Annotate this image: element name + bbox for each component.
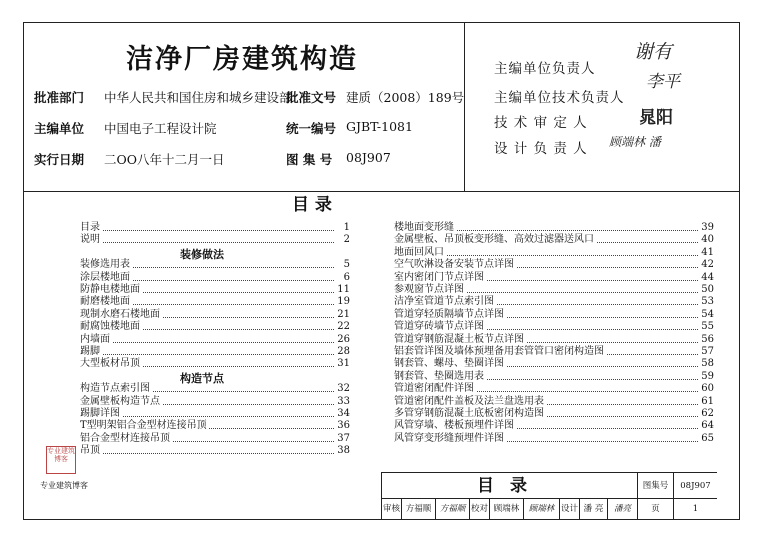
- responsible-role: 设 计 负 责 人: [494, 141, 588, 157]
- design-signature: 潘亮: [607, 498, 637, 519]
- check-signature: 顾端林: [523, 498, 559, 519]
- review-label: 审核: [381, 498, 401, 519]
- toc-entry[interactable]: [394, 383, 714, 395]
- effective-date: 二OO八年十二月一日: [104, 152, 225, 167]
- toc-entry-page: 31: [337, 358, 350, 370]
- toc-entry-label: 管道密闭配件详图: [394, 383, 474, 395]
- toc-leader-dots: [80, 354, 334, 355]
- toc-entry-page: 65: [701, 432, 714, 444]
- atlas-title: 洁净厂房建筑构造: [126, 44, 358, 75]
- toc-entry-label: 洁净室管道节点索引图: [394, 296, 494, 308]
- toc-entry[interactable]: [394, 408, 714, 420]
- toc-entry-label: 管道穿砖墙节点详图: [394, 321, 484, 333]
- toc-entry-label: 金属壁板、吊顶板变形缝、高效过滤器送风口: [394, 234, 594, 246]
- toc-section-heading: 构造节点: [180, 371, 224, 385]
- stamp-seal: [46, 446, 76, 474]
- toc-entry-page: 54: [701, 308, 714, 320]
- toc-entry[interactable]: [80, 321, 350, 333]
- toc-entry[interactable]: [394, 296, 714, 308]
- toc-entry[interactable]: [394, 420, 714, 432]
- title-block-name: 目录: [381, 472, 638, 499]
- toc-entry-label: 踢脚: [80, 346, 100, 357]
- toc-entry[interactable]: [80, 420, 350, 432]
- toc-leader-dots: [80, 342, 334, 343]
- toc-entry-label: 铝套管详图及墙体预埋备用套管管口密闭构造图: [394, 346, 604, 357]
- toc-title: 目 录: [292, 195, 332, 215]
- toc-entry-label: 说明: [80, 234, 100, 246]
- toc-entry-label: 涂层楼地面: [80, 271, 130, 283]
- toc-entry-page: 40: [701, 234, 714, 246]
- approval-doc: 建质（2008）189号: [346, 90, 465, 105]
- toc-entry[interactable]: [80, 222, 350, 234]
- responsible-role: 主编单位技术负责人: [494, 90, 625, 106]
- toc-divider: [24, 191, 739, 192]
- toc-entry-page: 39: [701, 222, 714, 233]
- toc-entry-page: 11: [337, 284, 350, 295]
- toc-entry-page: 2: [336, 234, 350, 246]
- toc-entry-page: 42: [701, 259, 714, 271]
- toc-entry-label: 构造节点索引图: [80, 383, 150, 395]
- page-label: 页: [637, 498, 673, 519]
- toc-entry-page: 21: [337, 308, 350, 320]
- signature: 李平: [646, 72, 680, 92]
- toc-entry[interactable]: [394, 334, 714, 346]
- approval-dept: 中华人民共和国住房和城乡建设部: [104, 90, 292, 105]
- toc-entry-page: 62: [701, 408, 714, 419]
- toc-entry-page: 50: [701, 284, 714, 295]
- toc-entry-label: 装修选用表: [80, 259, 130, 271]
- toc-leader-dots: [80, 453, 334, 454]
- toc-entry-page: 38: [337, 445, 350, 457]
- toc-entry-label: 钢套管、螺母、垫圈详图: [394, 358, 504, 370]
- toc-entry-label: 多管穿钢筋混凝土底板密闭构造图: [394, 408, 544, 419]
- toc-entry[interactable]: [80, 358, 350, 370]
- toc-leader-dots: [80, 230, 334, 231]
- editor-unit-label: 主编单位: [34, 121, 85, 136]
- toc-entry-label: 钢套管、垫圈选用表: [394, 370, 484, 382]
- effective-date-label: 实行日期: [34, 152, 85, 167]
- toc-leader-dots: [80, 242, 334, 243]
- toc-entry-label: 楼地面变形缝: [394, 222, 454, 233]
- toc-section-heading: 装修做法: [180, 247, 224, 261]
- toc-entry[interactable]: [80, 396, 350, 408]
- toc-entry[interactable]: [80, 346, 350, 358]
- header-divider: [464, 23, 465, 191]
- title-block-atlas-label: 图集号: [637, 472, 673, 498]
- toc-entry[interactable]: [394, 284, 714, 296]
- toc-entry[interactable]: [394, 396, 714, 408]
- toc-entry-page: 53: [701, 296, 714, 308]
- toc-entry-label: 大型板材吊顶: [80, 358, 140, 370]
- toc-entry[interactable]: [394, 259, 714, 271]
- atlas-no-label: 图 集 号: [286, 152, 333, 167]
- toc-entry-label: 内墙面: [80, 333, 110, 345]
- toc-entry-page: 36: [337, 420, 350, 432]
- toc-entry[interactable]: [80, 259, 350, 271]
- toc-entry-label: 室内密闭门节点详图: [394, 271, 484, 283]
- toc-entry-page: 58: [701, 358, 714, 370]
- page-number: 1: [673, 498, 717, 519]
- toc-entry-label: 地面回风口: [394, 246, 444, 258]
- signature: 晁阳: [639, 108, 673, 128]
- check-label: 校对: [469, 498, 489, 519]
- toc-entry-page: 61: [701, 395, 714, 407]
- toc-entry[interactable]: [80, 433, 350, 445]
- toc-entry-page: 6: [336, 272, 350, 284]
- toc-entry-label: 铝合金型材连接吊顶: [80, 432, 170, 444]
- toc-entry[interactable]: [80, 383, 350, 395]
- toc-entry-label: 风管穿墙、楼板预埋件详图: [394, 420, 514, 432]
- editor-unit: 中国电子工程设计院: [104, 121, 217, 136]
- toc-entry-page: 5: [336, 259, 350, 271]
- review-signature: 方福顺: [435, 498, 469, 519]
- stamp-text: 专业建筑博客: [47, 447, 75, 463]
- toc-entry-label: 吊顶: [80, 445, 100, 457]
- toc-entry-label: 目录: [80, 222, 100, 233]
- toc-entry-label: 管道穿轻质隔墙节点详图: [394, 308, 504, 320]
- responsible-role: 技 术 审 定 人: [494, 115, 588, 131]
- toc-entry-label: 耐磨楼地面: [80, 296, 130, 308]
- design-name: 潘 亮: [579, 498, 607, 519]
- toc-entry[interactable]: [394, 272, 714, 284]
- toc-entry-page: 37: [337, 432, 350, 444]
- toc-entry[interactable]: [394, 309, 714, 321]
- toc-entry-page: 34: [337, 408, 350, 419]
- unified-code: GJBT-1081: [346, 119, 413, 134]
- toc-entry-label: 耐腐蚀楼地面: [80, 321, 140, 333]
- toc-entry-page: 19: [337, 296, 350, 308]
- toc-entry[interactable]: [394, 234, 714, 246]
- design-label: 设计: [559, 498, 579, 519]
- toc-entry-label: 参观窗节点详图: [394, 284, 464, 295]
- toc-entry-label: T型明架铝合金型材连接吊顶: [80, 420, 207, 432]
- toc-entry-label: 风管穿变形缝预埋件详图: [394, 432, 504, 444]
- toc-entry-page: 26: [337, 333, 350, 345]
- toc-entry-page: 33: [337, 395, 350, 407]
- toc-entry-label: 空气吹淋设备安装节点详图: [394, 259, 514, 271]
- toc-entry-page: 44: [701, 271, 714, 283]
- signature: 谢有: [634, 41, 673, 63]
- toc-entry[interactable]: [394, 321, 714, 333]
- toc-entry[interactable]: [80, 445, 350, 457]
- toc-entry[interactable]: [394, 371, 714, 383]
- review-name: 方福顺: [401, 498, 435, 519]
- toc-entry-page: 22: [337, 321, 350, 333]
- toc-entry[interactable]: [80, 334, 350, 346]
- toc-entry[interactable]: [80, 309, 350, 321]
- toc-entry[interactable]: [80, 284, 350, 296]
- toc-entry-page: 60: [701, 383, 714, 395]
- toc-entry-page: 55: [701, 321, 714, 333]
- unified-code-label: 统一编号: [286, 121, 337, 136]
- approval-doc-label: 批准文号: [286, 90, 337, 105]
- toc-entry-page: 59: [701, 370, 714, 382]
- toc-entry-page: 56: [701, 333, 714, 345]
- title-block-atlas-no: 08J907: [673, 472, 717, 498]
- toc-entry[interactable]: [394, 222, 714, 234]
- toc-entry-page: 1: [336, 222, 350, 234]
- toc-entry-page: 57: [701, 346, 714, 357]
- toc-entry-label: 防静电楼地面: [80, 284, 140, 295]
- responsible-role: 主编单位负责人: [494, 61, 596, 77]
- approval-dept-label: 批准部门: [34, 90, 85, 105]
- toc-entry-page: 28: [337, 346, 350, 357]
- toc-entry-label: 管道密闭配件盖板及法兰盘选用表: [394, 395, 544, 407]
- check-name: 顾端林: [489, 498, 523, 519]
- title-block: [381, 472, 717, 519]
- toc-entry[interactable]: [80, 296, 350, 308]
- toc-entry-label: 踢脚详图: [80, 408, 120, 419]
- atlas-no: 08J907: [346, 150, 391, 165]
- toc-entry-page: 32: [337, 383, 350, 395]
- toc-entry[interactable]: [80, 234, 350, 246]
- toc-entry-label: 现制水磨石楼地面: [80, 308, 160, 320]
- toc-entry[interactable]: [394, 358, 714, 370]
- toc-entry-label: 管道穿钢筋混凝土板节点详图: [394, 333, 524, 345]
- signature: 顾端林 潘: [609, 135, 661, 149]
- toc-entry-page: 64: [701, 420, 714, 432]
- toc-entry[interactable]: [394, 346, 714, 358]
- toc-entry-label: 金属壁板构造节点: [80, 395, 160, 407]
- toc-entry[interactable]: [80, 272, 350, 284]
- toc-entry[interactable]: [394, 433, 714, 445]
- stamp-caption: 专业建筑博客: [40, 481, 88, 490]
- toc-entry[interactable]: [394, 247, 714, 259]
- toc-entry-page: 41: [701, 246, 714, 258]
- toc-entry[interactable]: [80, 408, 350, 420]
